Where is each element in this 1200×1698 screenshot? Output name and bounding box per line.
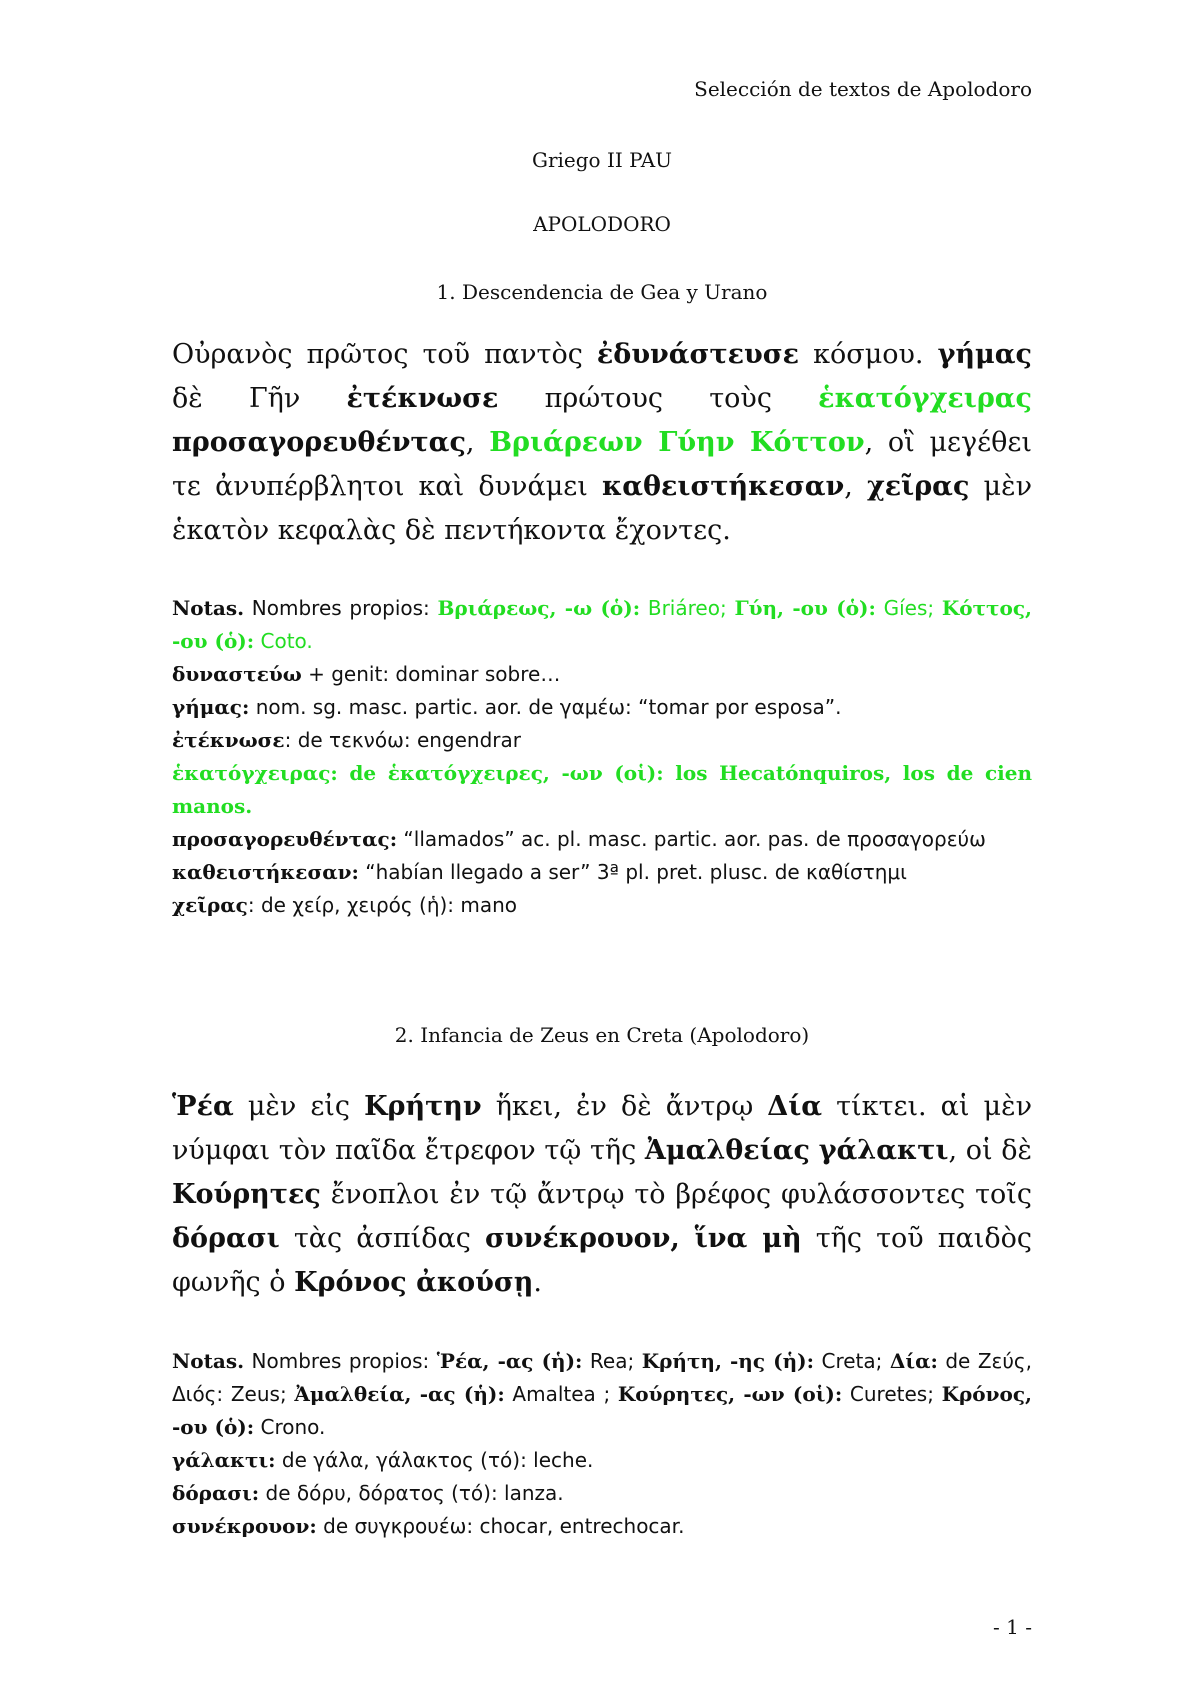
note-line: προσαγορευθέντας: “llamados” ac. pl. masc. partic. aor. pas. de προσαγορεύω <box>172 827 986 851</box>
note-line: δόρασι: de δόρυ, δόρατος (τό): lanza. <box>172 1481 564 1505</box>
section-1-title: 1. Descendencia de Gea y Urano <box>436 280 768 304</box>
note-line: καθειστήκεσαν: “habían llegado a ser” 3ª pl. pret. plusc. de καθίστημι <box>172 860 907 884</box>
note-line: γήμας: nom. sg. masc. partic. aor. de γαμέω: “tomar por esposa”. <box>172 695 842 719</box>
note-line: συνέκρουον: de συγκρουέω: chocar, entrechocar. <box>172 1514 685 1538</box>
author-title: APOLODORO <box>533 212 671 236</box>
note-line: ἐτέκνωσε: de τεκνόω: engendrar <box>172 728 521 752</box>
notes-1-names: Notas. Nombres propios: Βριάρεως, -ω (ὁ): Briáreo; Γύη, -ου (ὁ): Gíes; Κόττος, -ου (ὁ): Coto. <box>172 596 1032 653</box>
note-line: δυναστεύω + genit: dominar sobre… <box>172 662 561 686</box>
notes-1 <box>172 592 1032 922</box>
greek-text-2: Ῥέα μὲν εἰς Κρήτην ἥκει, ἐν δὲ ἄντρῳ Δία τίκτει. αἱ μὲν νύμφαι τὸν παῖδα ἔτρεφον τῷ τῆς Ἀμαλθείας γάλακτι, οἱ δὲ Κούρητες ἔνοπλοι ἐν τῷ ἄντρῳ τὸ βρέφος φυλάσσοντες τοῖς δόρασι τὰς ἀσπίδας συνέκρουον, ἵνα μὴ τῆς τοῦ παιδὸς φωνῆς ὁ Κρόνος ἀκούσῃ. <box>172 1091 1032 1298</box>
running-header: Selección de textos de Apolodoro <box>694 77 1032 101</box>
notes-2 <box>172 1345 1032 1543</box>
note-line-highlight: ἑκατόγχειρας: de ἑκατόγχειρες, -ων (οἱ): los Hecatónquiros, los de cien manos. <box>172 761 1032 818</box>
greek-text-1: Οὐρανὸς πρῶτος τοῦ παντὸς ἐδυνάστευσε κόσμου. γήμας δὲ Γῆν ἐτέκνωσε πρώτους τοὺς ἑκατόγχειρας προσαγορευθέντας, Βριάρεων Γύην Κόττον, οἳ μεγέθει τε ἀνυπέρβλητοι καὶ δυνάμει καθειστήκεσαν, χεῖρας μὲν ἑκατὸν κεφαλὰς δὲ πεντήκοντα ἔχοντες. <box>172 339 1032 546</box>
section-2-title: 2. Infancia de Zeus en Creta (Apolodoro) <box>394 1023 810 1047</box>
notes-2-names: Notas. Nombres propios: Ῥέα, -ας (ἡ): Rea; Κρήτη, -ης (ἡ): Creta; Δία: de Ζεύς, Διός: Zeus; Ἀμαλθεία, -ας (ἡ): Amaltea ; Κούρητες, -ων (οἱ): Curetes; Κρόνος, -ου (ὁ): Crono. <box>172 1349 1033 1439</box>
course-title: Griego II PAU <box>531 148 673 172</box>
page-number: - 1 - <box>993 1615 1032 1639</box>
note-line: γάλακτι: de γάλα, γάλακτος (τό): leche. <box>172 1448 594 1472</box>
note-line: χεῖρας: de χείρ, χειρός (ἡ): mano <box>172 893 518 917</box>
